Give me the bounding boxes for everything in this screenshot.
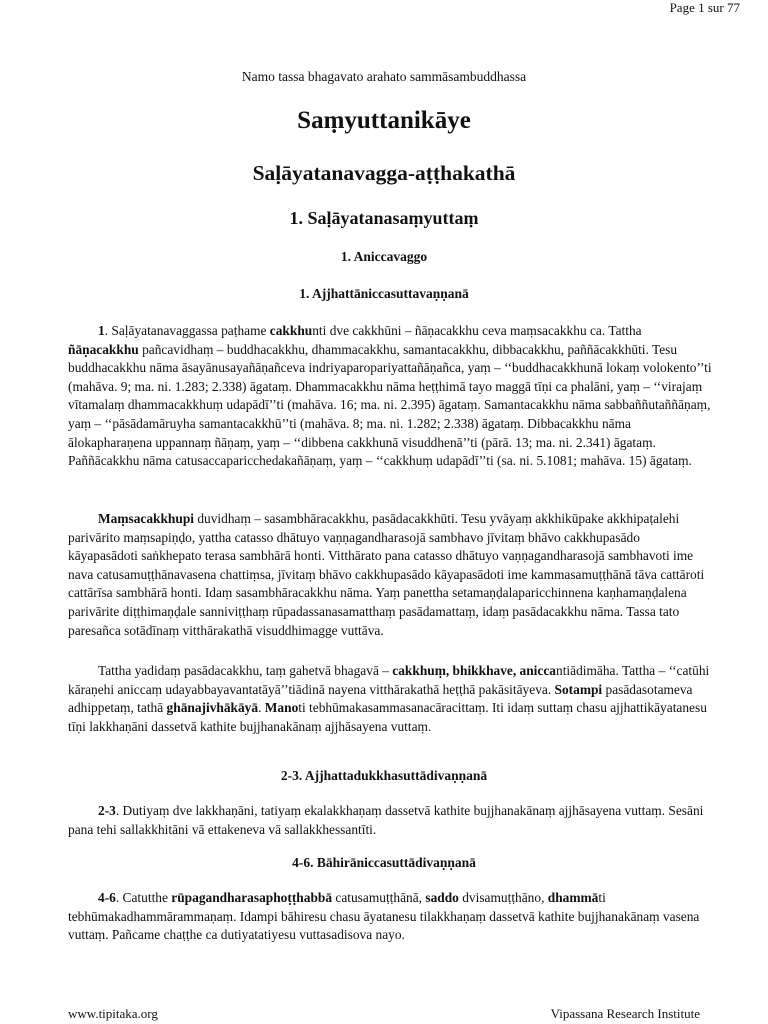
term-bold: saddo <box>425 890 459 905</box>
term-bold: ghānajivhākāyā <box>166 700 259 716</box>
paragraph-4: 2-3. Dutiyaṃ dve lakkhaṇāni, tatiyaṃ ekalakkhaṇaṃ dassetvā kathite bujjhanakānaṃ ajjhāsayena vuttaṃ. Sesāni pana tehi sallakkhitāni vā ettakeneva vā sallakkhessantīti. <box>68 803 704 837</box>
invocation-line: Namo tassa bhagavato arahato sammāsambuddhassa <box>241 69 527 84</box>
term-bold: Maṃsacakkhupi <box>98 511 194 526</box>
footer-website: www.tipitaka.org <box>68 1006 158 1021</box>
document-title: Saṃyuttanikāye <box>297 107 471 134</box>
section-heading: 1. Saḷāyatanasaṃyuttaṃ <box>289 208 479 228</box>
sutta-heading-2: 2-3. Ajjhattadukkhasuttādivaṇṇanā <box>280 768 488 783</box>
document-subtitle: Saḷāyatanavagga-aṭṭhakathā <box>252 161 516 185</box>
term-bold: Sotampi <box>554 681 603 697</box>
paragraph-number: 2-3 <box>98 803 116 818</box>
vagga-heading: 1. Aniccavaggo <box>340 249 428 264</box>
page-number: Page 1 sur 77 <box>669 0 740 15</box>
sutta-heading-3: 4-6. Bāhirāniccasuttādivaṇṇanā <box>292 855 476 870</box>
paragraph-number: 1 <box>98 323 105 338</box>
paragraph-1: 1. Saḷāyatanavaggassa paṭhame cakkhunti dve cakkhūni – ñāṇacakkhu ceva maṃsacakkhu ca. Tattha ñāṇacakkhu pañcavidhaṃ – buddhacakkhu, dhammacakkhu, samantacakkhu, dibbacakkhu, paññācakkhūti. Tesu buddhacakkhu nāma āsayānusayañāṇañceva indriyaparopariyattañāṇañca, yaṃ – ‘‘buddhacakkhunā lokaṃ volokento’’ti (mahāva. 9; ma. ni. 1.283; 2.338) āgataṃ. Dhammacakkhu nāma heṭṭhimā tayo maggā tīṇi ca phalāni, yaṃ – ‘‘virajaṃ vītamalaṃ dhammacakkhuṃ udapādī’’ti (mahāva. 16; ma. ni. 2.395) āgataṃ. Samantacakkhu nāma sabbaññutaññāṇaṃ, yaṃ – ‘‘pāsādamāruyha samantacakkhū’’ti (mahāva. 8; ma. ni. 1.282; 2.338) āgataṃ. Dibbacakkhu nāma ālokapharaṇena uppannaṃ ñāṇaṃ, yaṃ – ‘‘dibbena cakkhunā visuddhenā’’ti (pārā. 13; ma. ni. 2.341) āgataṃ. Paññācakkhu nāma catusaccaparicchedakañāṇaṃ, yaṃ – ‘‘cakkhuṃ udapādī’’ti (sa. ni. 5.1081; mahāva. 15) āgataṃ. <box>68 323 712 469</box>
term-bold: dhammā <box>547 890 599 905</box>
paragraph-2: Maṃsacakkhupi duvidhaṃ – sasambhāracakkhu, pasādacakkhūti. Tesu yvāyaṃ akkhikūpake akkhipaṭalehi parivārito maṃsapiṇḍo, yattha catasso dhātuyo vaṇṇagandharasojā sambhavo jīvitaṃ bhāvo cakkhupasādo kāyapasādoti saṅkhepato terasa sambhārā honti. Vitthārato pana catasso dhātuyo vaṇṇagandharasojā sambhavoti ime nava catusamuṭṭhānavasena chattiṃsa, jīvitaṃ bhāvo cakkhupasādo kāyapasādoti ime kammasamuṭṭhānā tāva cattāroti cattārīsa sambhārā honti. Idaṃ sasambhāracakkhu nāma. Yaṃ panettha setamaṇḍalaparicchinnena kaṇhamaṇḍalena parivārite diṭṭhimaṇḍale sanniviṭṭhaṃ rūpadassanasamatthaṃ pasādamattaṃ, idaṃ pasādacakkhu nāma. Tassa tato paresañca sotādīnaṃ vitthārakathā visuddhimagge vuttāva. <box>68 511 705 638</box>
term-bold: rūpagandharasaphoṭṭhabbā <box>171 890 333 905</box>
paragraph-3: Tattha yadidaṃ pasādacakkhu, taṃ gahetvā bhagavā – cakkhuṃ, bhikkhave, aniccantiādimāha. Tattha – ‘‘catūhi kāraṇehi aniccaṃ udayabbayavantatāyā’’tiādinā nayena vitthārakathā heṭṭhā pakāsitāyeva. Sotampi pasādasotameva adhippetaṃ, tathā ghānajivhākāyā. Manoti tebhūmakasammasanacāracittaṃ. Iti idaṃ suttaṃ chasu ajjhattikāyatanesu tīṇi lakkhaṇāni dassetvā kathite bujjhanakānaṃ ajjhāsayena vuttaṃ. <box>68 663 710 734</box>
sutta-heading-1: 1. Ajjhattāniccasuttavaṇṇanā <box>299 286 469 301</box>
term-bold: Mano <box>264 700 299 716</box>
footer-publisher: Vipassana Research Institute <box>550 1006 700 1021</box>
term-bold: cakkhuṃ, bhikkhave, anicca <box>392 663 556 678</box>
paragraph-5: 4-6. Catutthe rūpagandharasaphoṭṭhabbā catusamuṭṭhānā, saddo dvisamuṭṭhāno, dhammāti tebhūmakadhammārammaṇaṃ. Idampi bāhiresu chasu āyatanesu tilakkhaṇaṃ dassetvā kathite bujjhanakānaṃ vasena vuttaṃ. Pañcame chaṭṭhe ca dutiyatatiyesu vuttasadisova nayo. <box>68 890 700 943</box>
term-bold: ñāṇacakkhu <box>68 341 139 357</box>
paragraph-number: 4-6 <box>98 890 116 905</box>
term-bold: cakkhu <box>269 323 313 338</box>
